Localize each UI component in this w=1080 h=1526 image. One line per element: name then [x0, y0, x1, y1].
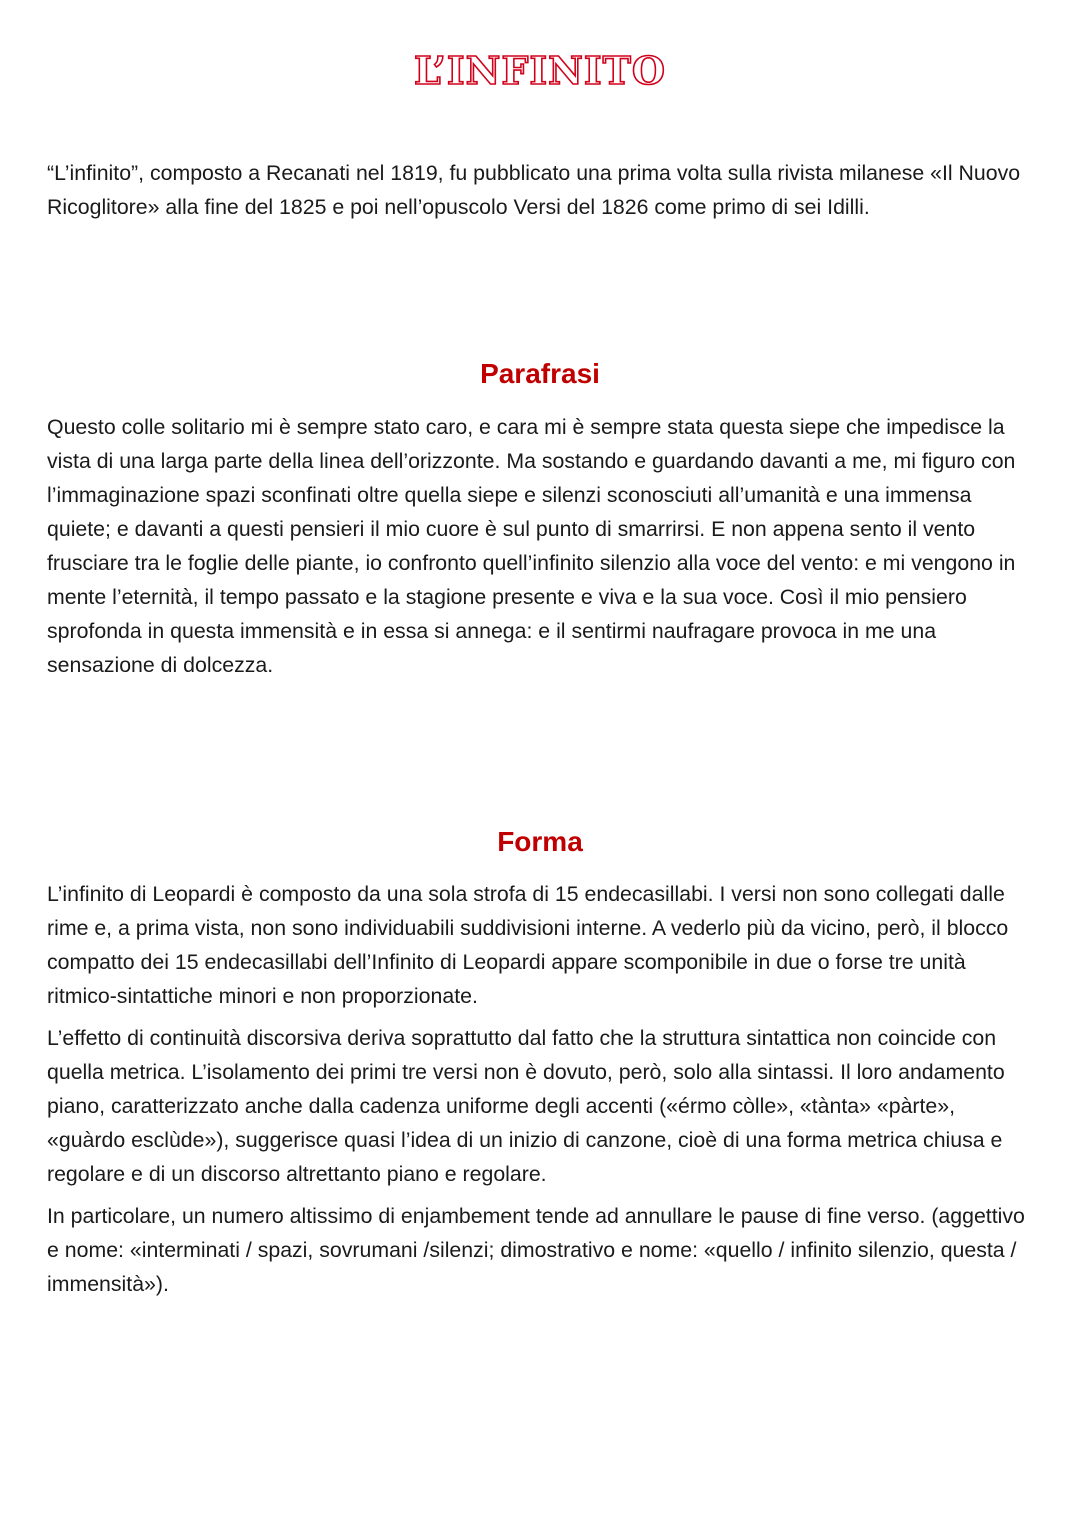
- forma-paragraph-2: L’effetto di continuità discorsiva deriva soprattutto dal fatto che la struttura sintattica non coincide con quella metrica. L’isolamento dei primi tre versi non è dovuto, però, solo alla sintassi. Il loro andamento piano, caratterizzato anche dalla cadenza uniforme degli accenti («érmo còlle», «tànta» «pàrte», «guàrdo esclùde»), suggerisce quasi l’idea di un inizio di canzone, cioè di una forma metrica chiusa e regolare e di un discorso altrettanto piano e regolare.: [47, 1026, 1005, 1186]
- parafrasi-paragraph: Questo colle solitario mi è sempre stato caro, e cara mi è sempre stata questa siepe che impedisce la vista di una larga parte della linea dell’orizzonte. Ma sostando e guardando davanti a me, mi figuro con l’immaginazione spazi sconfinati oltre quella siepe e silenzi sconosciuti all’umanità e una immensa quiete; e davanti a questi pensieri il mio cuore è sul punto di smarrirsi. E non appena sento il vento frusciare tra le foglie delle piante, io confronto quell’infinito silenzio alla voce del vento: e mi vengono in mente l’eternità, il tempo passato e la stagione presente e viva e la sua voce. Così il mio pensiero sprofonda in questa immensità e in essa si annega: e il sentirmi naufragare provoca in me una sensazione di dolcezza.: [47, 415, 1016, 677]
- forma-paragraph-1: L’infinito di Leopardi è composto da una sola strofa di 15 endecasillabi. I versi non sono collegati dalle rime e, a prima vista, non sono individuabili suddivisioni interne. A vederlo più da vicino, però, il blocco compatto dei 15 endecasillabi dell’Infinito di Leopardi appare scomponibile in due o forse tre unità ritmico-sintattiche minori e non proporzionate.: [47, 882, 1009, 1008]
- forma-section: [47, 877, 1037, 1301]
- intro-paragraph: “L’infinito”, composto a Recanati nel 1819, fu pubblicato una prima volta sulla rivista milanese «Il Nuovo Ricoglitore» alla fine del 1825 e poi nell’opuscolo Versi del 1826 come primo di sei Idilli.: [47, 161, 1021, 219]
- parafrasi-section: [47, 410, 1037, 682]
- forma-paragraph-3: In particolare, un numero altissimo di enjambement tende ad annullare le pause di fine verso. (aggettivo e nome: «interminati / spazi, sovrumani /silenzi; dimostrativo e nome: «quello / infinito silenzio, questa / immensità»).: [47, 1204, 1025, 1296]
- forma-heading: Forma: [497, 826, 583, 857]
- document-title: L’INFINITO: [414, 48, 666, 93]
- intro-section: [47, 156, 1037, 224]
- parafrasi-heading: Parafrasi: [480, 358, 600, 389]
